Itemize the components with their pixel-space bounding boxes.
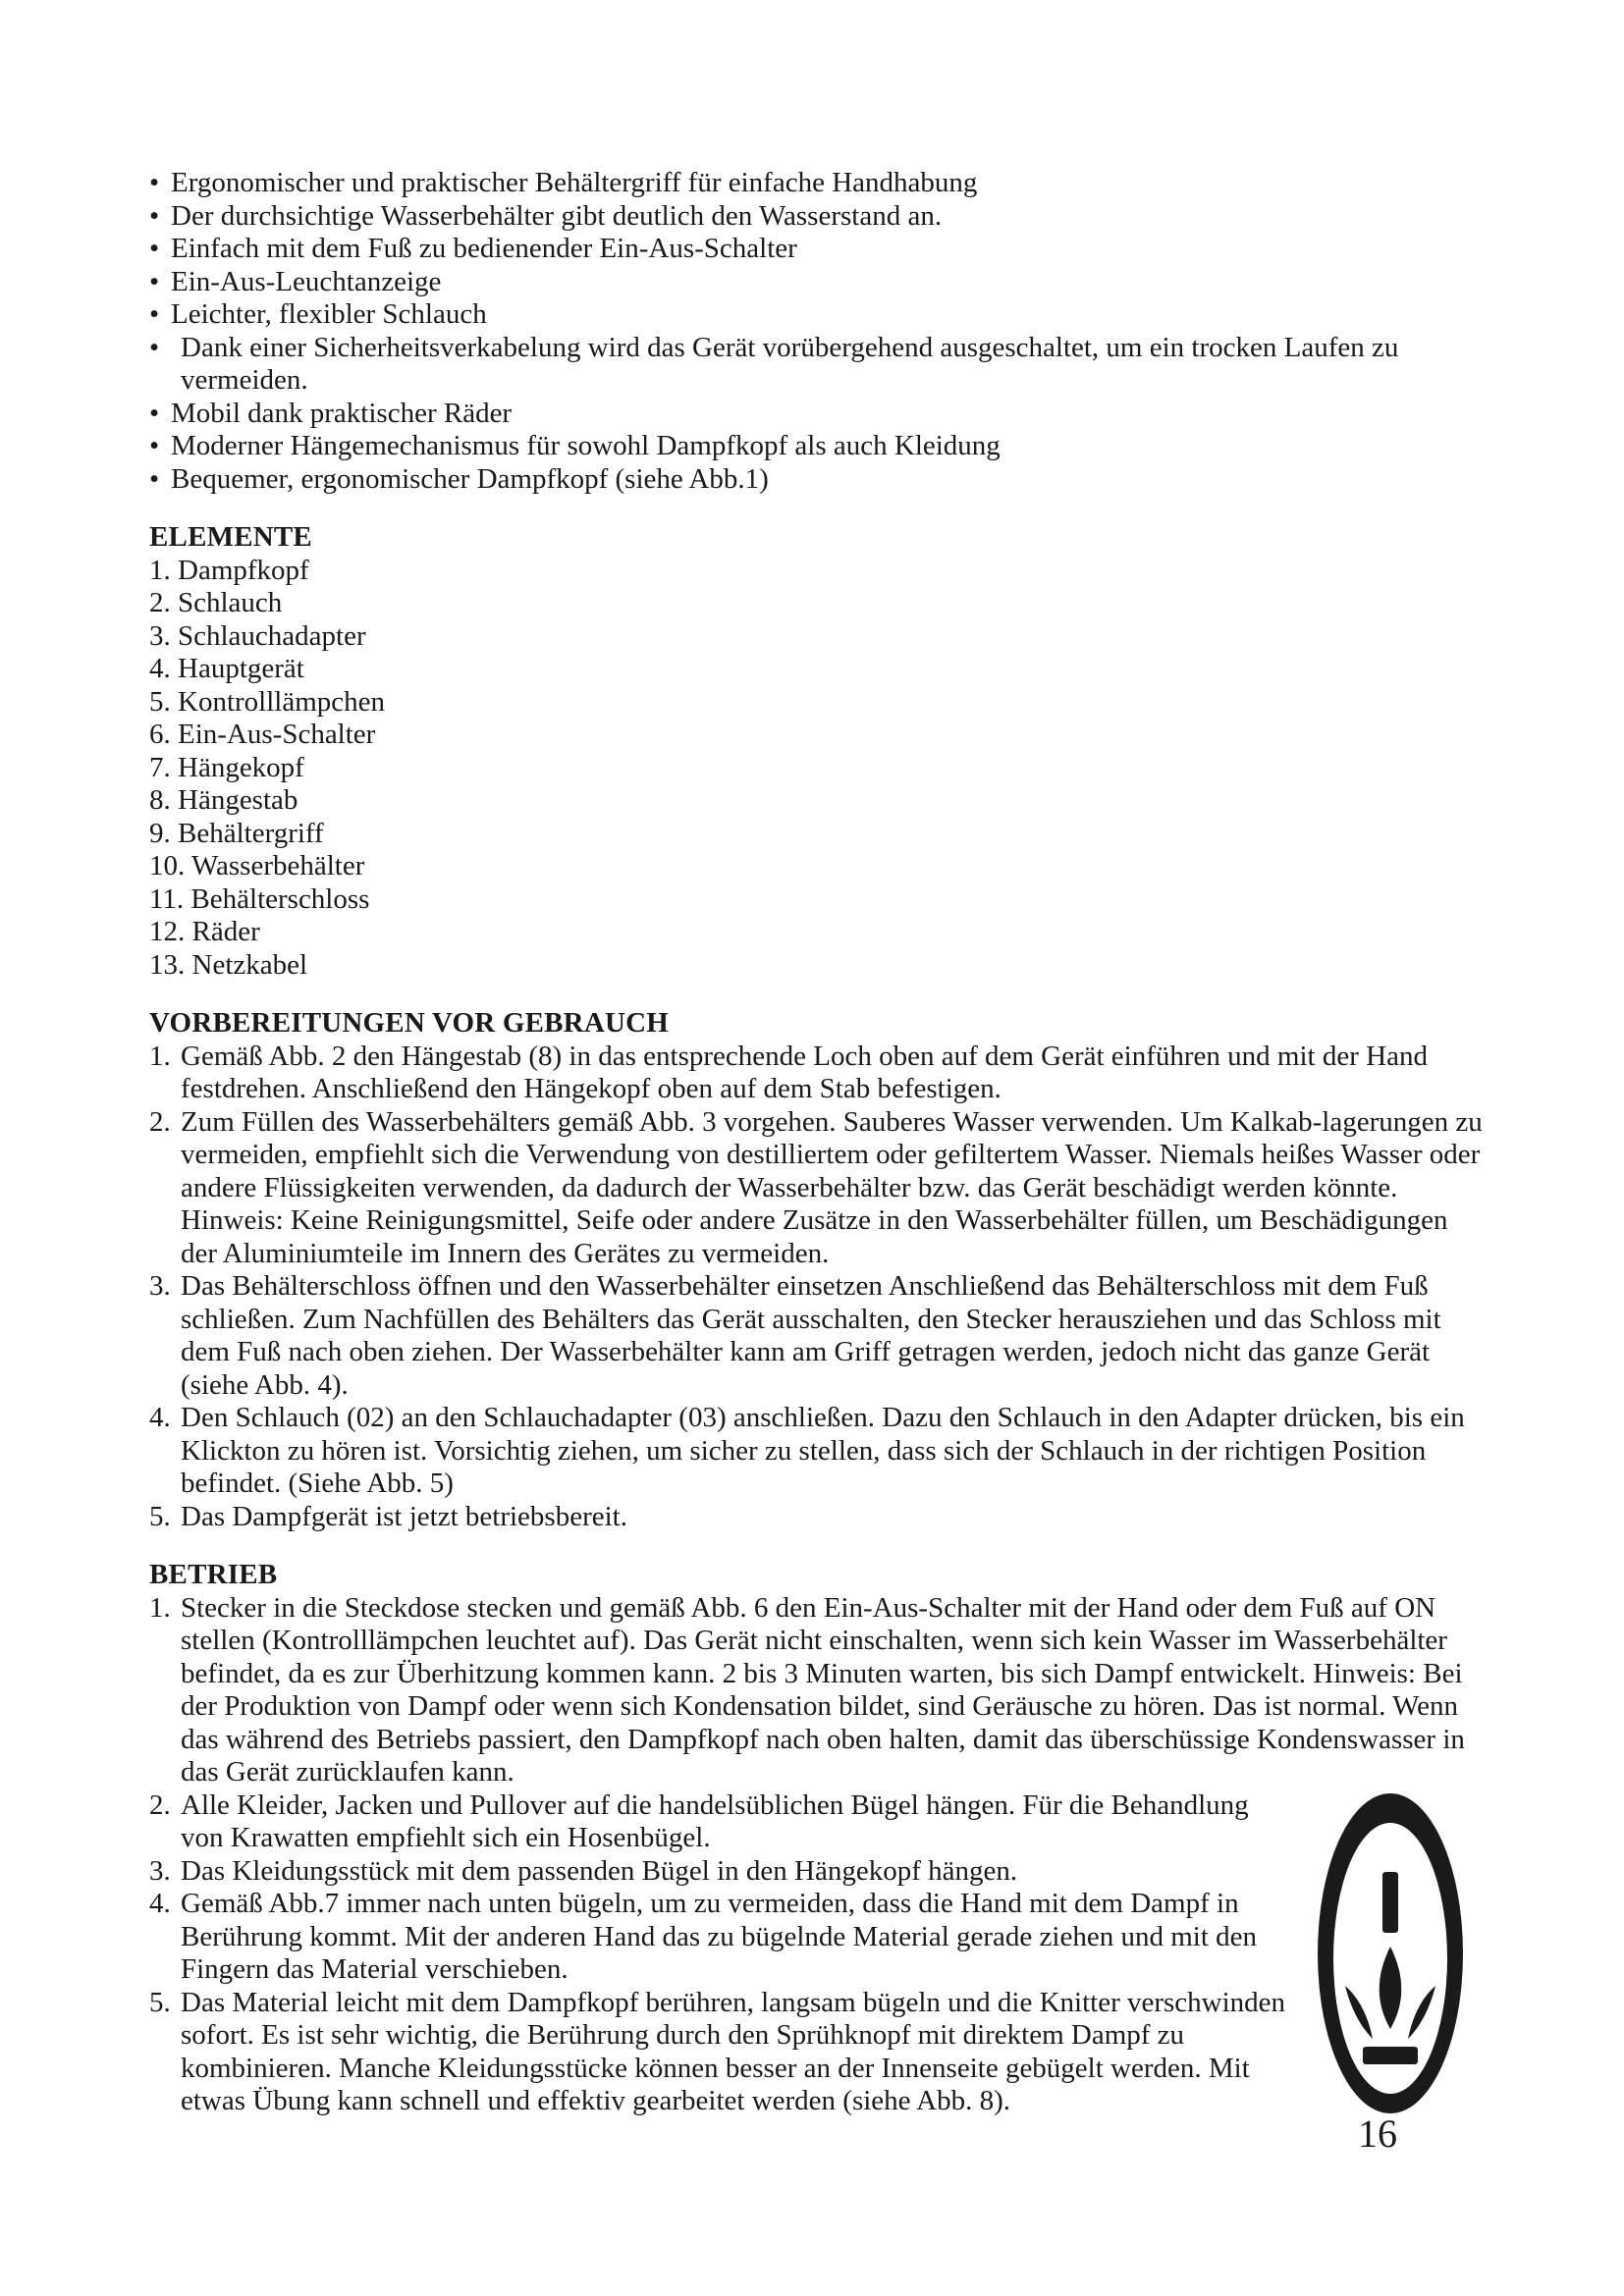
step-text: Das Kleidungsstück mit dem passenden Bügel in den Hängekopf hängen. [181,1854,1018,1887]
preparation-step [149,1041,1485,1106]
element-item: 12. Räder [149,916,260,947]
feature-list [149,167,1485,496]
step-number: 5. [149,1986,171,2018]
step-number: 1. [149,1040,171,1072]
element-item: 11. Behälterschloss [149,882,370,915]
element-item: 2. Schlauch [149,587,283,618]
preparation-step [149,1270,1485,1402]
step-number: 2. [149,1105,171,1138]
feature-item: • Dank einer Sicherheitsverkabelung wird das Gerät vorübergehend ausgeschaltet, um ein trocken Laufen zu vermeiden. [149,332,1485,398]
step-number: 3. [149,1270,171,1302]
operation-step [149,1855,1290,1889]
operation-step [149,1888,1290,1987]
step-text: Gemäß Abb.7 immer nach unten bügeln, um zu vermeiden, dass die Hand mit dem Dampf in Berührung kommt. Mit der anderen Hand das zu bügelnde Material gerade ziehen und mit den Fingern das Material verschieben. [181,1888,1258,1985]
operation-step [149,1987,1290,2118]
step-text: Das Behälterschloss öffnen und den Wasserbehälter einsetzen Anschließend das Behälterschloss mit dem Fuß schließen. Zum Nachfüllen des Behälters das Gerät ausschalten, den Stecker herausziehen und das Schloss mit dem Fuß nach oben ziehen. Der Wasserbehälter kann am Griff getragen werden, jedoch nicht das ganze Gerät (siehe Abb. 4). [181,1270,1441,1401]
preparation-steps [149,1041,1485,1534]
operation-heading: BETRIEB [149,1559,278,1590]
step-number: 1. [149,1591,171,1624]
elements-heading: ELEMENTE [149,521,312,553]
elements-list [149,555,1485,983]
step-number: 4. [149,1888,171,1919]
operation-steps [149,1592,1485,2118]
step-text: Alle Kleider, Jacken und Pullover auf die handelsüblichen Bügel hängen. Für die Behandlung von Krawatten empfiehlt sich ein Hosenbügel. [181,1789,1249,1853]
step-text: Stecker in die Steckdose stecken und gemäß Abb. 6 den Ein-Aus-Schalter mit der Hand oder dem Fuß auf ON stellen (Kontrolllämpchen leuchtet auf). Das Gerät nicht einschalten, wenn sich kein Wasser im Wasserbehälter befindet, da es zur Überhitzung kommen kann. 2 bis 3 Minuten warten, bis sich Dampf entwickelt. Hinweis: Bei der Produktion von Dampf oder wenn sich Kondensation bildet, sind Geräusche zu hören. Das ist normal. Wenn das während des Betriebs passiert, den Dampfkopf nach oben halten, damit das überschüssige Kondenswasser in das Gerät zurücklaufen kann. [181,1591,1465,1788]
feature-item: • Moderner Hängemechanismus für sowohl Dampfkopf als auch Kleidung [149,430,1485,463]
page-number: 16 [1358,2111,1397,2156]
operation-step [149,1592,1485,1789]
element-item: 13. Netzkabel [149,948,308,981]
step-text: Das Material leicht mit dem Dampfkopf berühren, langsam bügeln und die Knitter verschwinden sofort. Es ist sehr wichtig, die Berührung durch den Sprühknopf mit direktem Dampf zu kombinieren. Manche Kleidungsstücke können besser an der Innenseite gebügelt werden. Mit etwas Übung kann schnell und effektiv gearbeitet werden (siehe Abb. 8). [181,1986,1286,2116]
step-text: Zum Füllen des Wasserbehälters gemäß Abb. 3 vorgehen. Sauberes Wasser verwenden. Um Kalkab-lagerungen zu vermeiden, empfiehlt sich die Verwendung von destilliertem oder gefiltertem Wasser. Niemals heißes Wasser oder andere Flüssigkeiten verwenden, da dadurch der Wasserbehälter bzw. das Gerät beschädigt werden könnte. Hinweis: Keine Reinigungsmittel, Seife oder andere Zusätze in den Wasserbehälter füllen, um Beschädigungen der Aluminiumteile im Innern des Gerätes zu vermeiden. [181,1105,1483,1269]
feature-item: • Mobil dank praktischer Räder [149,398,1485,431]
element-item: 4. Hauptgerät [149,653,304,684]
element-item: 3. Schlauchadapter [149,619,366,652]
step-text: Den Schlauch (02) an den Schlauchadapter (03) anschließen. Dazu den Schlauch in den Adapter drücken, bis ein Klickton zu hören ist. Vorsichtig ziehen, um sicher zu stellen, dass sich der Schlauch in der richtigen Position befindet. (Siehe Abb. 5) [181,1402,1465,1499]
document-body [149,167,1485,2118]
preparation-step [149,1402,1485,1501]
operation-step [149,1789,1290,1855]
preparation-step [149,1106,1485,1271]
element-item: 8. Hängestab [149,784,298,816]
element-item: 9. Behältergriff [149,817,324,849]
element-item: 6. Ein-Aus-Schalter [149,719,376,750]
element-item: 10. Wasserbehälter [149,850,365,881]
step-number: 3. [149,1854,171,1887]
feature-item: • Ergonomischer und praktischer Behältergriff für einfache Handhabung [149,167,1485,200]
feature-item: • Bequemer, ergonomischer Dampfkopf (siehe Abb.1) [149,463,1485,497]
preparation-step [149,1501,1485,1534]
preparation-heading: VORBEREITUNGEN VOR GEBRAUCH [149,1007,669,1039]
element-item: 5. Kontrolllämpchen [149,685,386,718]
element-item: 7. Hängekopf [149,751,304,783]
element-item: 1. Dampfkopf [149,554,309,586]
feature-item: • Leichter, flexibler Schlauch [149,298,1485,332]
steam-symbol-icon [1316,1791,1465,2115]
step-text: Gemäß Abb. 2 den Hängestab (8) in das entsprechende Loch oben auf dem Gerät einführen und mit der Hand festdrehen. Anschließend den Hängekopf oben auf dem Stab befestigen. [181,1040,1428,1104]
feature-item: • Einfach mit dem Fuß zu bedienender Ein-Aus-Schalter [149,233,1485,266]
step-text: Das Dampfgerät ist jetzt betriebsbereit. [181,1500,627,1532]
feature-item: • Ein-Aus-Leuchtanzeige [149,266,1485,299]
step-number: 2. [149,1789,171,1821]
feature-item: • Der durchsichtige Wasserbehälter gibt deutlich den Wasserstand an. [149,200,1485,234]
step-number: 4. [149,1402,171,1433]
step-number: 5. [149,1500,171,1532]
